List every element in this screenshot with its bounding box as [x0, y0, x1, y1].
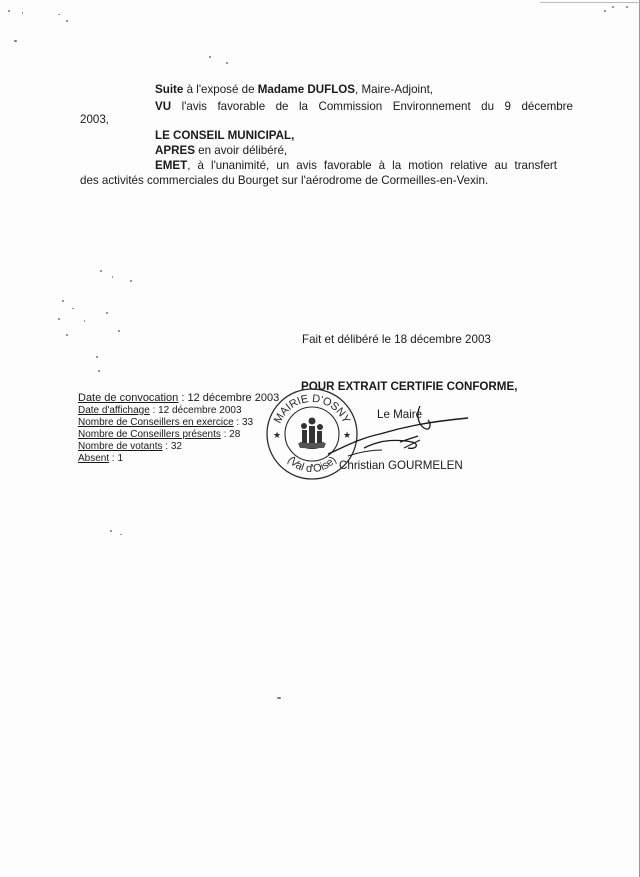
stamp-star-left-icon: ★ [272, 430, 282, 440]
stamp-star-right-icon: ★ [342, 430, 352, 440]
line-emet-cont: des activités commerciales du Bourget sur l'aérodrome de Cormeilles-en-Vexin. [80, 174, 489, 187]
le-maire: Le Maire [377, 408, 423, 421]
line-vu: VU l'avis favorable de la Commission Environnement du 9 décembre [155, 100, 573, 113]
extrait-certifie: POUR EXTRAIT CERTIFIE CONFORME, [301, 380, 518, 393]
stamp-bottom-text: (Val d'Oise) [285, 454, 339, 476]
line-apres: APRES en avoir délibéré, [155, 144, 288, 157]
mayor-signature [320, 398, 480, 468]
meta-exercice: Nombre de Conseillers en exercice : 33 [78, 417, 254, 428]
meta-absent: Absent : 1 [78, 453, 124, 464]
meta-affichage: Date d'affichage : 12 décembre 2003 [78, 405, 242, 416]
stamp-top-text: MAIRIE D'OSNY [271, 392, 353, 426]
fait-delibere: Fait et délibéré le 18 décembre 2003 [302, 333, 491, 346]
mayor-name: Christian GOURMELEN [339, 459, 463, 472]
line-suite: Suite à l'exposé de Madame DUFLOS, Maire-Adjoint, [155, 83, 434, 96]
meta-block [78, 392, 282, 465]
line-vu-cont: 2003, [80, 113, 110, 126]
meta-convocation: Date de convocation : 12 décembre 2003 [78, 392, 280, 404]
line-emet: EMET, à l'unanimité, un avis favorable à la motion relative au transfert [155, 159, 557, 172]
meta-votants: Nombre de votants : 32 [78, 441, 182, 452]
council-heading: LE CONSEIL MUNICIPAL, [155, 129, 295, 142]
scan-edge-top [540, 2, 640, 3]
meta-presents: Nombre de Conseillers présents : 28 [78, 429, 241, 440]
